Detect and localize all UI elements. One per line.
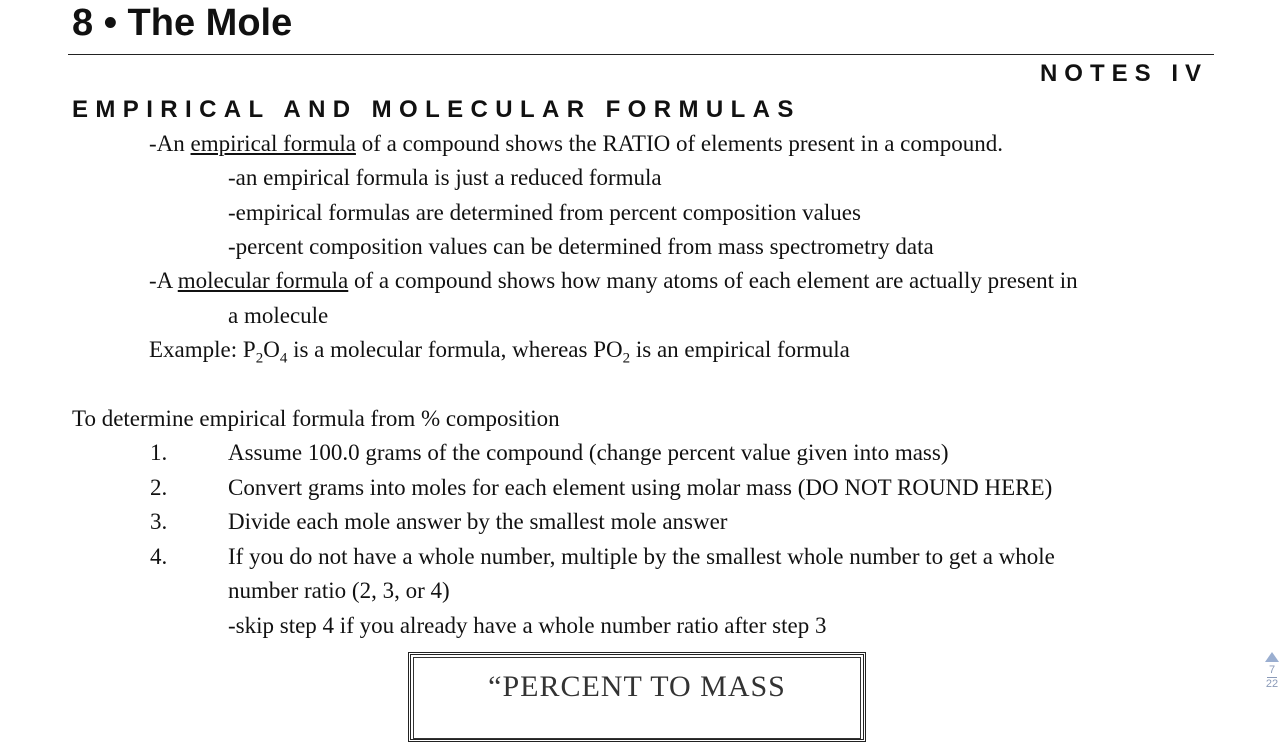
step-number: 2.: [150, 475, 168, 500]
example-line: Example: $P_2O_4$ is a molecular formula, whereas $PO_2$ is an empirical formula: [149, 337, 850, 367]
step-number: 3.: [150, 509, 168, 534]
header-divider: [68, 54, 1214, 55]
molecular-definition: -A molecular formula of a compound shows how many atoms of each element are actually present in: [149, 268, 1078, 293]
current-page: 7: [1268, 664, 1276, 676]
bullet-2: -empirical formulas are determined from percent composition values: [228, 200, 861, 225]
page-title: 8 • The Mole: [72, 2, 293, 44]
bullet-3: -percent composition values can be determined from mass spectrometry data: [228, 234, 934, 259]
procedure-intro: To determine empirical formula from % composition: [72, 406, 560, 431]
page-indicator: [1262, 652, 1280, 691]
molecular-term: molecular formula: [177, 268, 349, 293]
scroll-up-icon[interactable]: [1265, 652, 1279, 662]
bullet-1: -an empirical formula is just a reduced formula: [228, 165, 662, 190]
section-heading: EMPIRICAL AND MOLECULAR FORMULAS: [72, 96, 801, 123]
skip-note: -skip step 4 if you already have a whole number ratio after step 3: [228, 613, 827, 638]
step-number: 1.: [150, 440, 168, 465]
notes-label: NOTES IV: [1039, 60, 1208, 87]
step-text: Convert grams into moles for each element using molar mass (DO NOT ROUND HERE): [228, 475, 1053, 500]
step-text: Assume 100.0 grams of the compound (change percent value given into mass): [228, 440, 949, 465]
step-number: 4.: [150, 544, 168, 569]
step-text: Divide each mole answer by the smallest mole answer: [228, 509, 728, 534]
empirical-term: empirical formula: [190, 131, 356, 156]
empirical-definition: -An empirical formula of a compound shows the RATIO of elements present in a compound.: [149, 131, 1004, 156]
molecular-definition-cont: a molecule: [228, 303, 329, 328]
step-4-cont: number ratio (2, 3, or 4): [228, 578, 450, 603]
total-pages: 22: [1265, 678, 1279, 690]
step-text: If you do not have a whole number, multiple by the smallest whole number to get a whole: [228, 544, 1055, 569]
box-title: “PERCENT TO MASS: [488, 670, 786, 703]
percent-to-mass-box: [408, 652, 866, 742]
